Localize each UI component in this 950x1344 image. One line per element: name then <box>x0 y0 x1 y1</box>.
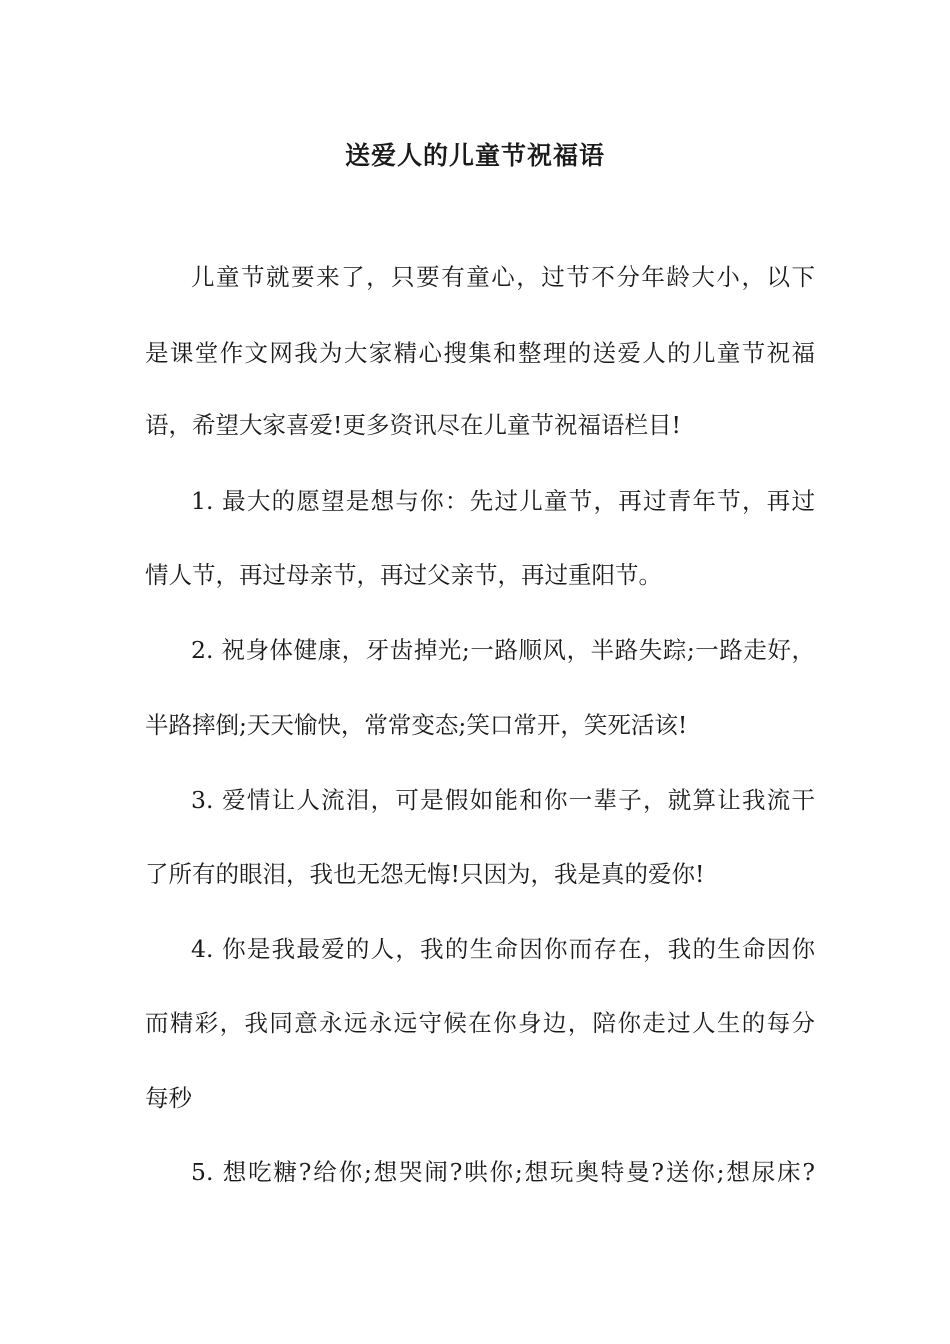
paragraph-line: 是课堂作文网我为大家精心搜集和整理的送爱人的儿童节祝福 <box>145 339 815 367</box>
paragraph-line: 3. 爱情让人流泪，可是假如能和你一辈子，就算让我流干 <box>191 786 815 814</box>
paragraph-line: 了所有的眼泪，我也无怨无悔!只因为，我是真的爱你! <box>145 860 705 888</box>
paragraph-line: 儿童节就要来了，只要有童心，过节不分年龄大小，以下 <box>191 263 815 291</box>
paragraph-line: 半路摔倒;天天愉快，常常变态;笑口常开，笑死活该! <box>145 711 688 739</box>
paragraph-line: 2. 祝身体健康，牙齿掉光;一路顺风，半路失踪;一路走好， <box>191 636 815 664</box>
paragraph-line: 而精彩，我同意永远永远守候在你身边，陪你走过人生的每分 <box>145 1009 815 1037</box>
paragraph-line: 每秒 <box>145 1084 192 1112</box>
paragraph-line: 情人节，再过母亲节，再过父亲节，再过重阳节。 <box>145 561 662 589</box>
paragraph-line: 4. 你是我最爱的人，我的生命因你而存在，我的生命因你 <box>191 935 815 963</box>
paragraph-line: 5. 想吃糖?给你;想哭闹?哄你;想玩奥特曼?送你;想尿床? <box>191 1158 815 1186</box>
document-title: 送爱人的儿童节祝福语 <box>344 141 605 170</box>
paragraph-line: 语，希望大家喜爱!更多资讯尽在儿童节祝福语栏目! <box>145 411 681 439</box>
paragraph-line: 1. 最大的愿望是想与你：先过儿童节，再过青年节，再过 <box>191 487 815 515</box>
